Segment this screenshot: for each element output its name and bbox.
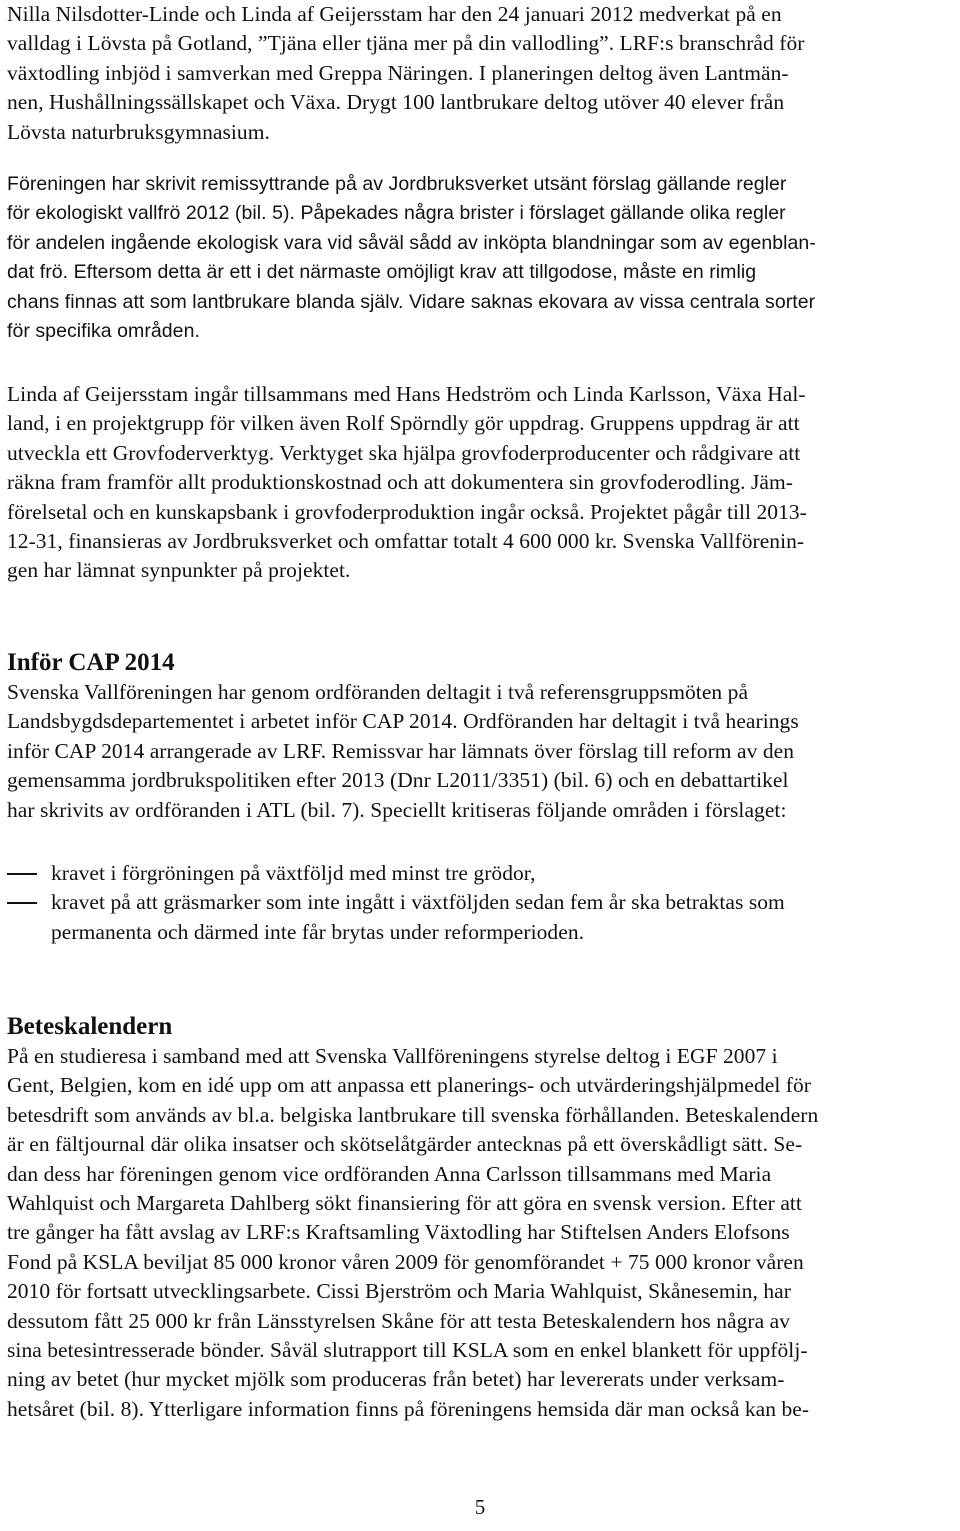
paragraph-grovfoderverktyg xyxy=(7,380,951,586)
text-line: valldag i Lövsta på Gotland, ”Tjäna eller tjäna mer på din vallodling”. LRF:s branschråd för xyxy=(7,31,805,56)
text-line: inför CAP 2014 arrangerade av LRF. Remissvar har lämnats över förslag till reform av den xyxy=(7,738,795,763)
paragraph-remissyttrande xyxy=(7,170,951,346)
text-line: permanenta och därmed inte får brytas under reformperioden. xyxy=(51,919,585,944)
text-line: för ekologiskt vallfrö 2012 (bil. 5). Påpekades några brister i förslaget gällande olika regler xyxy=(7,202,786,225)
text-line: hetsåret (bil. 8). Ytterligare information finns på föreningens hemsida där man också kan be- xyxy=(7,1396,810,1421)
text-line: land, i en projektgrupp för vilken även Rolf Spörndly gör uppdrag. Gruppens uppdrag är att xyxy=(7,411,800,436)
text-line: för specifika områden. xyxy=(7,320,200,343)
text-line: gen har lämnat synpunkter på projektet. xyxy=(7,558,351,583)
text-line: dan dess har föreningen genom vice ordföranden Anna Carlsson tillsammans med Maria xyxy=(7,1161,772,1186)
text-line: Svenska Vallföreningen har genom ordföranden deltagit i två referensgruppsmöten på xyxy=(7,680,749,704)
paragraph-valldag xyxy=(7,0,951,147)
text-line: Linda af Geijersstam ingår tillsammans med Hans Hedström och Linda Karlsson, Växa Hal- xyxy=(7,382,806,406)
section-heading: Inför CAP 2014 xyxy=(7,649,175,676)
text-line: Landsbygdsdepartementet i arbetet inför CAP 2014. Ordföranden har deltagit i två hearings xyxy=(7,709,799,734)
list-item xyxy=(7,888,951,947)
list-item xyxy=(7,859,951,888)
dash-bullet-icon xyxy=(7,902,37,904)
text-line: gemensamma jordbrukspolitiken efter 2013 (Dnr L2011/3351) (bil. 6) och en debattartikel xyxy=(7,768,789,793)
text-line: Föreningen har skrivit remissyttrande på av Jordbruksverket utsänt förslag gällande regler xyxy=(7,173,787,195)
text-line: dessutom fått 25 000 kr från Länsstyrelsen Skåne för att testa Beteskalendern hos några av xyxy=(7,1308,791,1333)
dash-bullet-icon xyxy=(7,873,37,875)
text-line: 2010 för fortsatt utvecklingsarbete. Cissi Bjerström och Maria Wahlquist, Skånesemin, har xyxy=(7,1279,791,1304)
text-line: betesdrift som används av bl.a. belgiska lantbrukare till svenska förhållanden. Beteskalendern xyxy=(7,1102,819,1127)
text-line: räkna fram framför allt produktionskostnad och att dokumentera sin grovfoderodling. Jäm- xyxy=(7,470,793,495)
text-line: utveckla ett Grovfoderverktyg. Verktyget ska hjälpa grovfoderproducenter och rådgivare att xyxy=(7,440,801,465)
text-line: Gent, Belgien, kom en idé upp om att anpassa ett planerings- och utvärderingshjälpmedel för xyxy=(7,1073,812,1098)
text-line: växtodling inbjöd i samverkan med Greppa Näringen. I planeringen deltog även Lantmän- xyxy=(7,60,789,85)
text-line: kravet i förgröningen på växtföljd med minst tre grödor, xyxy=(51,861,536,885)
text-line: Lövsta naturbruksgymnasium. xyxy=(7,119,270,144)
section-beteskalendern xyxy=(7,1012,951,1424)
text-line: tre gånger ha fått avslag av LRF:s Kraftsamling Växtodling har Stiftelsen Anders Elofsons xyxy=(7,1220,790,1245)
page-number: 5 xyxy=(474,1495,486,1519)
text-line: Wahlquist och Margareta Dahlberg sökt finansiering för att göra en svensk version. Efter att xyxy=(7,1191,802,1216)
text-line: förelsetal och en kunskapsbank i grovfoderproduktion ingår också. Projektet pågår till 2013- xyxy=(7,499,807,524)
text-line: chans finnas att som lantbrukare blanda själv. Vidare saknas ekovara av vissa centrala sorter xyxy=(7,290,816,313)
cap-bullet-list xyxy=(7,859,951,947)
text-line: 12-31, finansieras av Jordbruksverket och omfattar totalt 4 600 000 kr. Svenska Vallförenin- xyxy=(7,529,805,554)
section-heading: Beteskalendern xyxy=(7,1013,173,1040)
text-line: sina betesintresserade bönder. Såväl slutrapport till KSLA som en enkel blankett för uppfölj- xyxy=(7,1338,808,1363)
text-line: Nilla Nilsdotter-Linde och Linda af Geijersstam har den 24 januari 2012 medverkat på en xyxy=(7,2,782,26)
text-line: dat frö. Eftersom detta är ett i det närmaste omöjligt krav att tillgodose, måste en rimlig xyxy=(7,261,757,284)
section-cap-2014 xyxy=(7,648,951,825)
text-line: kravet på att gräsmarker som inte ingått i växtföljden sedan fem år ska betraktas som xyxy=(51,890,785,915)
text-line: är en fältjournal där olika insatser och skötselåtgärder antecknas på ett överskådligt sätt. Se- xyxy=(7,1132,803,1157)
text-line: har skrivits av ordföranden i ATL (bil. 7). Speciellt kritiseras följande områden i förslaget: xyxy=(7,797,787,822)
text-line: Fond på KSLA beviljat 85 000 kronor våren 2009 för genomförandet + 75 000 kronor våren xyxy=(7,1249,804,1274)
text-line: ning av betet (hur mycket mjölk som produceras från betet) har levererats under verksam- xyxy=(7,1367,785,1392)
text-line: På en studieresa i samband med att Svenska Vallföreningens styrelse deltog i EGF 2007 i xyxy=(7,1044,778,1068)
text-line: nen, Hushållningssällskapet och Växa. Drygt 100 lantbrukare deltog utöver 40 elever från xyxy=(7,90,785,115)
text-line: för andelen ingående ekologisk vara vid såväl sådd av inköpta blandningar som av egenblan- xyxy=(7,231,816,254)
